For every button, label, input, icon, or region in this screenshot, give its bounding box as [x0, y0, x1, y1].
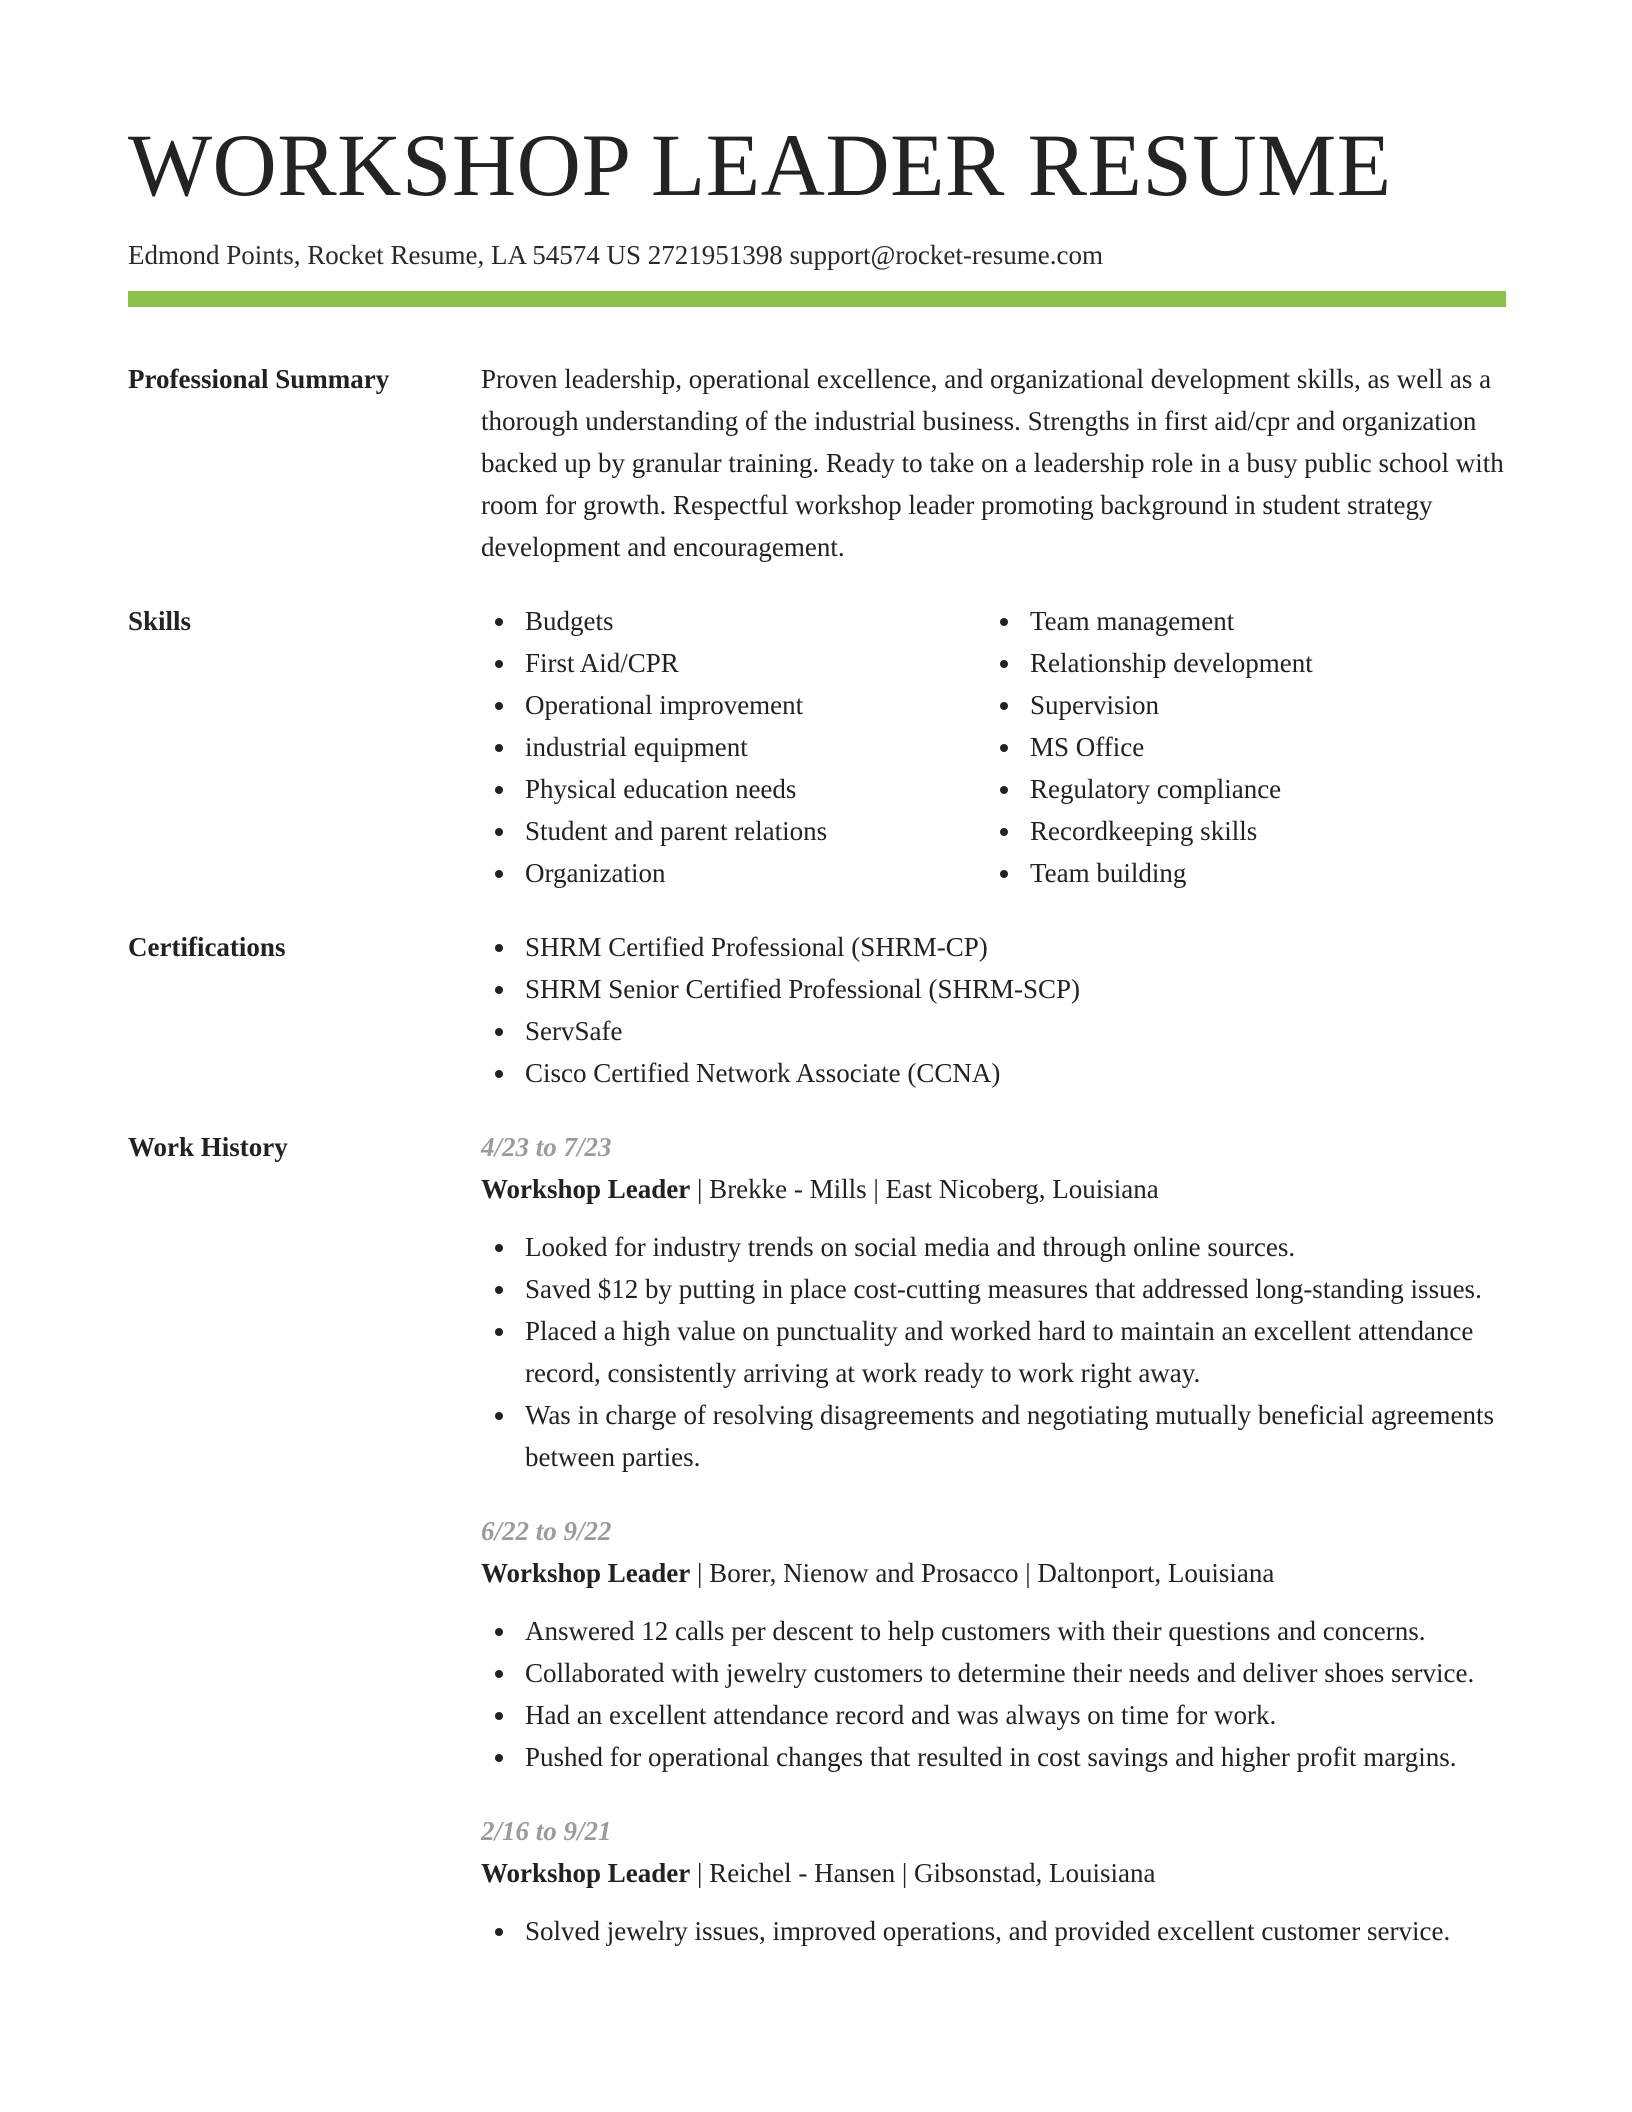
skills-list-left [481, 600, 986, 894]
contact-line: Edmond Points, Rocket Resume, LA 54574 US 2721951398 support@rocket-resume.com [128, 240, 1104, 270]
job-heading [481, 1852, 1511, 1894]
skill-item: MS Office [986, 726, 1491, 768]
certifications-heading: Certifications [128, 932, 286, 963]
skills-heading: Skills [128, 606, 192, 637]
job-duties-list [481, 1610, 1511, 1778]
job-employer-location: | Borer, Nienow and Prosacco | Daltonport, Louisiana [690, 1558, 1275, 1589]
certification-item: ServSafe [481, 1010, 1506, 1052]
skills-list-right [986, 600, 1491, 894]
skill-item: Budgets [481, 600, 986, 642]
skill-item: industrial equipment [481, 726, 986, 768]
skill-item: First Aid/CPR [481, 642, 986, 684]
skills-body [481, 600, 1506, 894]
job-employer-location: | Brekke - Mills | East Nicoberg, Louisiana [690, 1174, 1159, 1205]
certifications-section [128, 926, 1506, 1094]
skill-item: Student and parent relations [481, 810, 986, 852]
certification-item: SHRM Senior Certified Professional (SHRM-SCP) [481, 968, 1506, 1010]
skill-item: Supervision [986, 684, 1491, 726]
job-duty-item: Answered 12 calls per descent to help customers with their questions and concerns. [481, 1610, 1511, 1652]
job-duties-list [481, 1910, 1511, 1952]
job-title: Workshop Leader [481, 1558, 691, 1589]
job-duty-item: Saved $12 by putting in place cost-cutting measures that addressed long-standing issues. [481, 1268, 1511, 1310]
job-entry [481, 1126, 1511, 1478]
job-dates: 4/23 to 7/23 [481, 1132, 612, 1163]
job-title: Workshop Leader [481, 1174, 691, 1205]
summary-section [128, 358, 1506, 568]
certifications-list [481, 926, 1506, 1094]
job-duty-item: Pushed for operational changes that resulted in cost savings and higher profit margins. [481, 1736, 1511, 1778]
skill-item: Operational improvement [481, 684, 986, 726]
job-duty-item: Looked for industry trends on social media and through online sources. [481, 1226, 1511, 1268]
work-history-section [128, 1126, 1506, 1952]
job-duty-item: Had an excellent attendance record and was always on time for work. [481, 1694, 1511, 1736]
job-entry [481, 1510, 1511, 1778]
work-history-heading: Work History [128, 1132, 288, 1163]
job-duties-list [481, 1226, 1511, 1478]
summary-heading: Professional Summary [128, 364, 390, 395]
certifications-body [481, 926, 1506, 1094]
job-heading [481, 1552, 1511, 1594]
summary-text: Proven leadership, operational excellence, and organizational development skills, as well as a thorough understanding of the industrial business. Strengths in first aid/cpr and organization backed up by granular training. Ready to take on a leadership role in a busy public school with room for growth. Respectful workshop leader promoting background in student strategy development and encouragement. [481, 364, 1504, 563]
skill-item: Team building [986, 852, 1491, 894]
header-divider [128, 291, 1506, 307]
skills-column-right [986, 600, 1491, 894]
job-title: Workshop Leader [481, 1858, 691, 1889]
work-history-body [481, 1126, 1511, 1952]
resume-title: WORKSHOP LEADER RESUME [128, 117, 1392, 215]
skill-item: Physical education needs [481, 768, 986, 810]
job-duty-item: Collaborated with jewelry customers to determine their needs and deliver shoes service. [481, 1652, 1511, 1694]
certification-item: Cisco Certified Network Associate (CCNA) [481, 1052, 1506, 1094]
skill-item: Regulatory compliance [986, 768, 1491, 810]
job-dates: 6/22 to 9/22 [481, 1516, 612, 1547]
job-employer-location: | Reichel - Hansen | Gibsonstad, Louisiana [690, 1858, 1156, 1889]
certification-item: SHRM Certified Professional (SHRM-CP) [481, 926, 1506, 968]
skill-item: Organization [481, 852, 986, 894]
skills-column-left [481, 600, 986, 894]
skill-item: Relationship development [986, 642, 1491, 684]
job-dates: 2/16 to 9/21 [481, 1816, 612, 1847]
job-duty-item: Solved jewelry issues, improved operations, and provided excellent customer service. [481, 1910, 1511, 1952]
skill-item: Team management [986, 600, 1491, 642]
job-duty-item: Was in charge of resolving disagreements and negotiating mutually beneficial agreements between parties. [481, 1394, 1511, 1478]
skills-section [128, 600, 1506, 894]
skill-item: Recordkeeping skills [986, 810, 1491, 852]
job-duty-item: Placed a high value on punctuality and worked hard to maintain an excellent attendance record, consistently arriving at work ready to work right away. [481, 1310, 1511, 1394]
job-heading [481, 1168, 1511, 1210]
summary-body [481, 358, 1511, 568]
job-entry [481, 1810, 1511, 1952]
